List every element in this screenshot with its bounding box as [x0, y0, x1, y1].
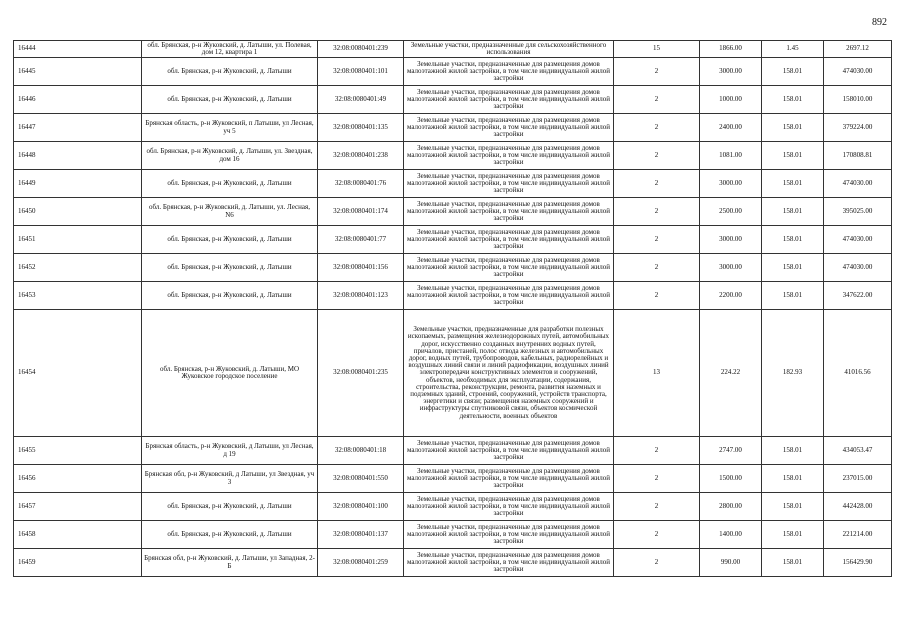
object-id-cell: 16447 — [14, 114, 142, 142]
address-cell: Брянская область, р-н Жуковский, д Латыши, ул Лесная, д 19 — [142, 437, 318, 465]
group-number-cell: 2 — [614, 282, 700, 310]
table-row — [14, 437, 892, 465]
table-body — [14, 41, 892, 577]
specific-value-cell: 158.01 — [762, 86, 824, 114]
table-row — [14, 114, 892, 142]
table-row — [14, 493, 892, 521]
land-use-category-cell: Земельные участки, предназначенные для сельскохозяйственного использования — [404, 41, 614, 58]
land-use-category-cell: Земельные участки, предназначенные для размещения домов малоэтажной жилой застройки, в том числе индивидуальной жилой застройки — [404, 493, 614, 521]
land-use-category-cell: Земельные участки, предназначенные для размещения домов малоэтажной жилой застройки, в том числе индивидуальной жилой застройки — [404, 437, 614, 465]
group-number-cell: 15 — [614, 41, 700, 58]
land-use-category-cell: Земельные участки, предназначенные для размещения домов малоэтажной жилой застройки, в том числе индивидуальной жилой застройки — [404, 254, 614, 282]
cadastral-number-cell: 32:08:0080401:76 — [318, 170, 404, 198]
cadastral-number-cell: 32:08:0080401:156 — [318, 254, 404, 282]
table-row — [14, 310, 892, 437]
cadastral-number-cell: 32:08:0080401:123 — [318, 282, 404, 310]
land-use-category-cell: Земельные участки, предназначенные для размещения домов малоэтажной жилой застройки, в том числе индивидуальной жилой застройки — [404, 142, 614, 170]
cadastral-value-cell: 170808.81 — [824, 142, 892, 170]
group-number-cell: 2 — [614, 170, 700, 198]
specific-value-cell: 158.01 — [762, 437, 824, 465]
area-cell: 2500.00 — [700, 198, 762, 226]
cadastral-value-cell: 434053.47 — [824, 437, 892, 465]
cadastral-number-cell: 32:08:0080401:135 — [318, 114, 404, 142]
object-id-cell: 16456 — [14, 465, 142, 493]
land-use-category-cell: Земельные участки, предназначенные для размещения домов малоэтажной жилой застройки, в том числе индивидуальной жилой застройки — [404, 198, 614, 226]
area-cell: 3000.00 — [700, 226, 762, 254]
land-use-category-cell: Земельные участки, предназначенные для размещения домов малоэтажной жилой застройки, в том числе индивидуальной жилой застройки — [404, 58, 614, 86]
area-cell: 3000.00 — [700, 58, 762, 86]
area-cell: 2800.00 — [700, 493, 762, 521]
group-number-cell: 13 — [614, 310, 700, 437]
area-cell: 224.22 — [700, 310, 762, 437]
cadastral-number-cell: 32:08:0080401:137 — [318, 521, 404, 549]
table-row — [14, 254, 892, 282]
address-cell: обл. Брянская, р-н Жуковский, д. Латыши — [142, 170, 318, 198]
object-id-cell: 16449 — [14, 170, 142, 198]
object-id-cell: 16458 — [14, 521, 142, 549]
table-row — [14, 170, 892, 198]
table-row — [14, 465, 892, 493]
area-cell: 1000.00 — [700, 86, 762, 114]
area-cell: 1866.00 — [700, 41, 762, 58]
object-id-cell: 16457 — [14, 493, 142, 521]
specific-value-cell: 158.01 — [762, 170, 824, 198]
table-row — [14, 142, 892, 170]
table-row — [14, 549, 892, 577]
cadastral-value-cell: 379224.00 — [824, 114, 892, 142]
group-number-cell: 2 — [614, 114, 700, 142]
table-row — [14, 58, 892, 86]
cadastral-value-cell: 237015.00 — [824, 465, 892, 493]
land-use-category-cell: Земельные участки, предназначенные для размещения домов малоэтажной жилой застройки, в том числе индивидуальной жилой застройки — [404, 282, 614, 310]
group-number-cell: 2 — [614, 226, 700, 254]
address-cell: обл. Брянская, р-н Жуковский, д. Латыши, ул. Лесная, N6 — [142, 198, 318, 226]
object-id-cell: 16454 — [14, 310, 142, 437]
land-use-category-cell: Земельные участки, предназначенные для размещения домов малоэтажной жилой застройки, в том числе индивидуальной жилой застройки — [404, 549, 614, 577]
address-cell: обл. Брянская, р-н Жуковский, д. Латыши — [142, 254, 318, 282]
address-cell: обл. Брянская, р-н Жуковский, д. Латыши — [142, 226, 318, 254]
area-cell: 3000.00 — [700, 254, 762, 282]
cadastral-value-cell: 347622.00 — [824, 282, 892, 310]
address-cell: Брянская область, р-н Жуковский, п Латыши, ул Лесная, уч 5 — [142, 114, 318, 142]
cadastral-value-cell: 474030.00 — [824, 226, 892, 254]
specific-value-cell: 158.01 — [762, 282, 824, 310]
area-cell: 2200.00 — [700, 282, 762, 310]
area-cell: 990.00 — [700, 549, 762, 577]
land-use-category-cell: Земельные участки, предназначенные для размещения домов малоэтажной жилой застройки, в том числе индивидуальной жилой застройки — [404, 521, 614, 549]
specific-value-cell: 158.01 — [762, 549, 824, 577]
area-cell: 2400.00 — [700, 114, 762, 142]
object-id-cell: 16444 — [14, 41, 142, 58]
address-cell: обл. Брянская, р-н Жуковский, д. Латыши — [142, 86, 318, 114]
cadastral-value-cell: 41016.56 — [824, 310, 892, 437]
cadastral-number-cell: 32:08:0080401:77 — [318, 226, 404, 254]
cadastral-number-cell: 32:08:0080401:238 — [318, 142, 404, 170]
address-cell: обл. Брянская, р-н Жуковский, д. Латыши — [142, 521, 318, 549]
cadastral-number-cell: 32:08:0080401:101 — [318, 58, 404, 86]
land-use-category-cell: Земельные участки, предназначенные для размещения домов малоэтажной жилой застройки, в том числе индивидуальной жилой застройки — [404, 465, 614, 493]
address-cell: обл. Брянская, р-н Жуковский, д. Латыши — [142, 282, 318, 310]
table-row — [14, 198, 892, 226]
specific-value-cell: 158.01 — [762, 226, 824, 254]
object-id-cell: 16448 — [14, 142, 142, 170]
cadastral-value-cell: 474030.00 — [824, 170, 892, 198]
group-number-cell: 2 — [614, 493, 700, 521]
specific-value-cell: 158.01 — [762, 493, 824, 521]
specific-value-cell: 182.93 — [762, 310, 824, 437]
address-cell: обл. Брянская, р-н Жуковский, д. Латыши — [142, 58, 318, 86]
specific-value-cell: 158.01 — [762, 465, 824, 493]
area-cell: 3000.00 — [700, 170, 762, 198]
address-cell: обл. Брянская, р-н Жуковский, д. Латыши — [142, 493, 318, 521]
object-id-cell: 16445 — [14, 58, 142, 86]
cadastral-value-cell: 156429.90 — [824, 549, 892, 577]
land-use-category-cell: Земельные участки, предназначенные для размещения домов малоэтажной жилой застройки, в том числе индивидуальной жилой застройки — [404, 114, 614, 142]
cadastral-number-cell: 32:08:0080401:239 — [318, 41, 404, 58]
cadastral-value-cell: 474030.00 — [824, 58, 892, 86]
cadastral-number-cell: 32:08:0080401:259 — [318, 549, 404, 577]
land-use-category-cell: Земельные участки, предназначенные для размещения домов малоэтажной жилой застройки, в том числе индивидуальной жилой застройки — [404, 86, 614, 114]
table-row — [14, 226, 892, 254]
group-number-cell: 2 — [614, 254, 700, 282]
specific-value-cell: 1.45 — [762, 41, 824, 58]
object-id-cell: 16451 — [14, 226, 142, 254]
cadastral-value-cell: 221214.00 — [824, 521, 892, 549]
area-cell: 1400.00 — [700, 521, 762, 549]
cadastral-number-cell: 32:08:0080401:18 — [318, 437, 404, 465]
table-row — [14, 521, 892, 549]
object-id-cell: 16453 — [14, 282, 142, 310]
cadastral-number-cell: 32:08:0080401:100 — [318, 493, 404, 521]
object-id-cell: 16455 — [14, 437, 142, 465]
address-cell: обл. Брянская, р-н Жуковский, д. Латыши, МО Жуковское городское поселение — [142, 310, 318, 437]
cadastral-number-cell: 32:08:0080401:235 — [318, 310, 404, 437]
specific-value-cell: 158.01 — [762, 198, 824, 226]
area-cell: 2747.00 — [700, 437, 762, 465]
cadastral-value-cell: 395025.00 — [824, 198, 892, 226]
cadastral-value-cell: 474030.00 — [824, 254, 892, 282]
specific-value-cell: 158.01 — [762, 114, 824, 142]
area-cell: 1500.00 — [700, 465, 762, 493]
object-id-cell: 16459 — [14, 549, 142, 577]
cadastral-number-cell: 32:08:0080401:49 — [318, 86, 404, 114]
group-number-cell: 2 — [614, 521, 700, 549]
group-number-cell: 2 — [614, 198, 700, 226]
specific-value-cell: 158.01 — [762, 254, 824, 282]
cadastral-number-cell: 32:08:0080401:550 — [318, 465, 404, 493]
cadastral-value-table — [13, 40, 892, 577]
group-number-cell: 2 — [614, 437, 700, 465]
table-row — [14, 41, 892, 58]
group-number-cell: 2 — [614, 549, 700, 577]
object-id-cell: 16450 — [14, 198, 142, 226]
area-cell: 1081.00 — [700, 142, 762, 170]
table-row — [14, 282, 892, 310]
object-id-cell: 16446 — [14, 86, 142, 114]
group-number-cell: 2 — [614, 58, 700, 86]
address-cell: обл. Брянская, р-н Жуковский, д. Латыши, ул. Полевая, дом 12, квартира 1 — [142, 41, 318, 58]
cadastral-value-cell: 158010.00 — [824, 86, 892, 114]
object-id-cell: 16452 — [14, 254, 142, 282]
page-number: 892 — [872, 17, 887, 28]
land-use-category-cell: Земельные участки, предназначенные для разработки полезных ископаемых, размещения железнодорожных путей, автомобильных дорог, искусственно созданных внутренних водных путей, причалов, пристаней, полос отвода железных и автомобильных дорог, водных путей, трубопроводов, кабельных, радиорелейных и воздушных линий связи и линий радиофикации, воздушных линий электропередачи конструктивных элементов и сооружений, объектов, необходимых для эксплуатации, содержания, строительства, реконструкции, ремонта, развития наземных и подземных зданий, строений, сооружений, устройств транспорта, энергетики и связи; размещения наземных сооружений и инфраструктуры спутниковой связи, объектов космической деятельности, военных объектов — [404, 310, 614, 437]
specific-value-cell: 158.01 — [762, 142, 824, 170]
specific-value-cell: 158.01 — [762, 58, 824, 86]
land-use-category-cell: Земельные участки, предназначенные для размещения домов малоэтажной жилой застройки, в том числе индивидуальной жилой застройки — [404, 226, 614, 254]
cadastral-number-cell: 32:08:0080401:174 — [318, 198, 404, 226]
address-cell: Брянская обл, р-н Жуковский, д Латыши, ул Звездная, уч 3 — [142, 465, 318, 493]
group-number-cell: 2 — [614, 86, 700, 114]
land-use-category-cell: Земельные участки, предназначенные для размещения домов малоэтажной жилой застройки, в том числе индивидуальной жилой застройки — [404, 170, 614, 198]
cadastral-value-cell: 2697.12 — [824, 41, 892, 58]
group-number-cell: 2 — [614, 142, 700, 170]
table-row — [14, 86, 892, 114]
specific-value-cell: 158.01 — [762, 521, 824, 549]
cadastral-value-cell: 442428.00 — [824, 493, 892, 521]
address-cell: Брянская обл, р-н Жуковский, д. Латыши, ул Западная, 2-Б — [142, 549, 318, 577]
group-number-cell: 2 — [614, 465, 700, 493]
address-cell: обл. Брянская, р-н Жуковский, д. Латыши, ул. Звездная, дом 16 — [142, 142, 318, 170]
